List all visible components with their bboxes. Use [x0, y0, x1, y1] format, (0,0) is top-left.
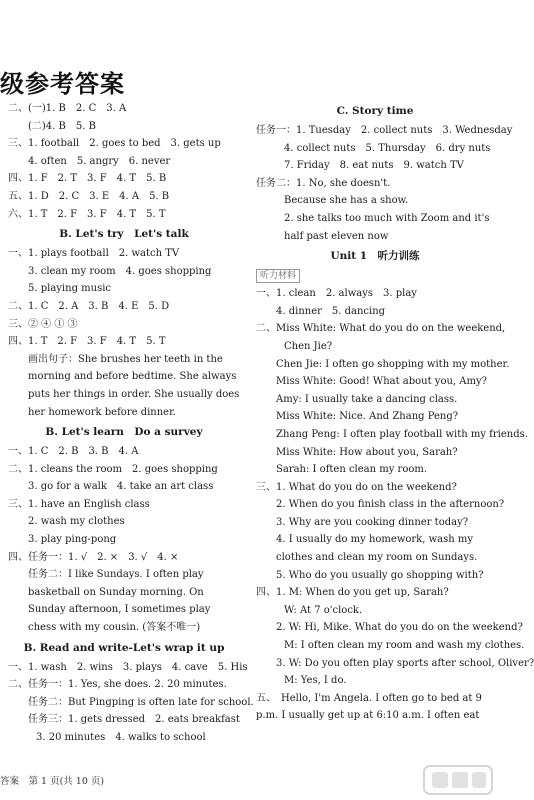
material-label: 听力材料 [256, 269, 300, 283]
answer-line: 三、1. have an English class [8, 498, 150, 510]
answer-line: (二)4. B 5. B [28, 120, 96, 132]
answer-line: Amy: I usually take a dancing class. [276, 393, 458, 405]
answer-line: 二、(一)1. B 2. C 3. A [8, 103, 127, 114]
section-heading: B. Let's learn Do a survey [45, 426, 203, 439]
answer-line: Because she has a show. [284, 195, 409, 207]
page-title: 级参考答案 [0, 70, 125, 98]
answer-line: 任务二：1. No, she doesn't. [256, 177, 391, 189]
answer-line: Chen Jie? [284, 340, 333, 352]
watermark-logo-icon [422, 764, 494, 796]
answer-line: Chen Jie: I often go shopping with my mother. [276, 358, 510, 370]
answer-line: Miss White: Good! What about you, Amy? [276, 376, 487, 388]
answer-line: 四、任务一：1. √ 2. × 3. √ 4. × [8, 551, 179, 563]
answer-line: W: At 7 o'clock. [284, 604, 363, 616]
answer-line: 2. she talks too much with Zoom and it's half past eleven now [284, 212, 490, 242]
answer-line: Miss White: Nice. And Zhang Peng? [276, 411, 459, 423]
answer-line: 4. I usually do my homework, wash my clothes and clean my room on Sundays. [276, 534, 478, 564]
answer-line: 二、1. cleans the room 2. goes shopping [8, 463, 218, 475]
answer-line: 四、1. M: When do you get up, Sarah? [256, 587, 449, 599]
answer-line: 任务二：But Pingping is often late for school. [28, 696, 254, 708]
answer-line: 任务一：1. Tuesday 2. collect nuts 3. Wednesday [256, 125, 513, 136]
answer-line: Sarah: I often clean my room. [276, 464, 428, 476]
answer-line: 3. W: Do you often play sports after school, Oliver? [276, 657, 534, 669]
answer-line: 5. Who do you usually go shopping with? [276, 569, 484, 581]
answer-line: 4. collect nuts 5. Thursday 6. dry nuts [284, 142, 491, 154]
answer-line: 一、1. plays football 2. watch TV [8, 248, 180, 260]
section-heading: B. Read and write-Let's wrap it up [23, 641, 225, 654]
answer-line: 3. clean my room 4. goes shopping [28, 265, 212, 277]
answer-line: 任务三：1. gets dressed 2. eats breakfast [28, 714, 240, 726]
section-heading: B. Let's try Let's talk [59, 228, 189, 241]
section-heading: C. Story time [336, 105, 414, 117]
answer-line: 四、1. T 2. F 3. F 4. T 5. T [8, 336, 166, 348]
answer-line: Zhang Peng: I often play football with my friends. [276, 428, 528, 440]
answer-line: 4. dinner 5. dancing [276, 305, 386, 317]
answer-line: 二、1. C 2. A 3. B 4. E 5. D [8, 300, 170, 312]
answer-line: 五、1. D 2. C 3. E 4. A 5. B [8, 190, 170, 202]
answer-line: 一、1. clean 2. always 3. play [256, 288, 417, 300]
answer-line: 一、1. wash 2. wins 3. plays 4. cave 5. His [8, 661, 248, 673]
answer-line: M: Yes, I do. [284, 675, 347, 687]
answer-column-left [8, 100, 254, 747]
answer-line: 3. 20 minutes 4. walks to school [36, 732, 206, 743]
answer-line: 任务二：I like Sundays. I often play basketball on Sunday morning. On Sunday afternoon, I sometimes play chess with my cousin. (答案不唯一) [28, 569, 211, 634]
answer-line: 4. often 5. angry 6. never [28, 155, 171, 167]
answer-line: 3. Why are you cooking dinner today? [276, 516, 469, 528]
answer-line: 二、任务一：1. Yes, she does. 2. 20 minutes. [8, 679, 227, 691]
answer-line: 二、Miss White: What do you do on the weekend, [256, 323, 506, 335]
answer-line: 三、1. What do you do on the weekend? [256, 481, 457, 493]
answer-line: 5. playing music [28, 283, 112, 295]
answer-line: 3. go for a walk 4. take an art class [28, 481, 214, 493]
answer-line: Miss White: How about you, Sarah? [276, 446, 458, 458]
answer-line: 3. play ping-pong [28, 534, 117, 546]
answer-line: 画出句子：She brushes her teeth in the morning and before bedtime. She always puts her things in order. She usually does her homework before dinner. [28, 353, 240, 418]
answer-line: 2. wash my clothes [28, 516, 125, 528]
answer-line: M: I often clean my room and wash my clothes. [284, 640, 525, 652]
answer-line: 2. W: Hi, Mike. What do you do on the weekend? [276, 622, 523, 634]
answer-line: 六、1. T 2. F 3. F 4. T 5. T [8, 208, 166, 220]
answer-line: 四、1. F 2. T 3. F 4. T 5. B [8, 173, 167, 185]
page-footer: 答案 第 1 页(共 10 页) [0, 776, 105, 787]
answer-line: 五、 Hello, I'm Angela. I often go to bed at 9 p.m. I usually get up at 6:10 a.m. I often eat [256, 692, 482, 722]
answer-column-right [256, 100, 534, 725]
answer-line: 三、② ④ ① ③ [8, 318, 78, 330]
answer-line: 2. When do you finish class in the afternoon? [276, 499, 505, 511]
section-heading: Unit 1 听力训练 [330, 250, 420, 263]
answer-line: 一、1. C 2. B 3. B 4. A [8, 446, 139, 458]
answer-line: 7. Friday 8. eat nuts 9. watch TV [284, 160, 464, 172]
answer-line: 三、1. football 2. goes to bed 3. gets up [8, 138, 221, 150]
